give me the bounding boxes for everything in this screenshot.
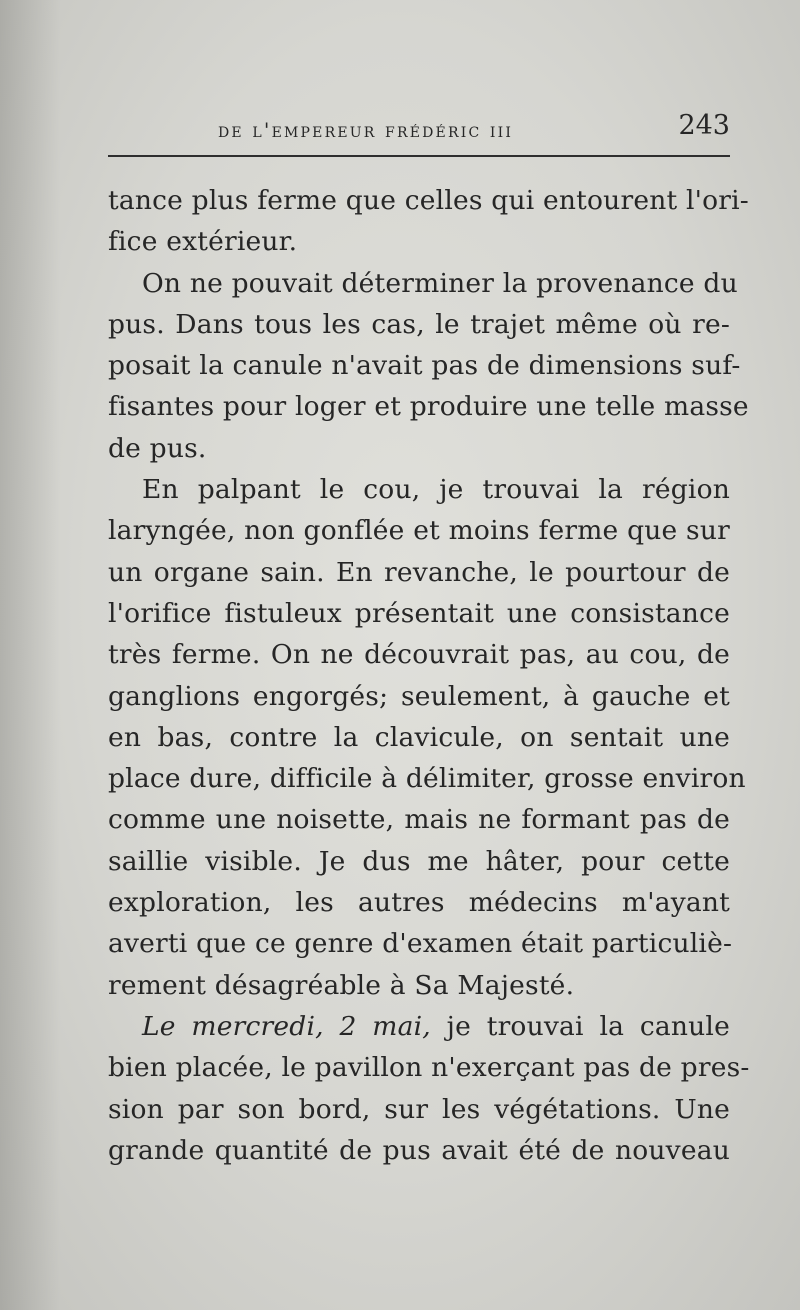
text-line: On ne pouvait déterminer la provenance du [142, 267, 738, 299]
text-line: posait la canule n'avait pas de dimensions suf- [108, 350, 741, 382]
body-text [108, 180, 750, 1171]
text-line: tance plus ferme que celles qui entourent l'ori- [108, 185, 749, 216]
running-head [108, 108, 730, 148]
text-line: fice extérieur. [108, 226, 298, 258]
text-line: fisantes pour loger et produire une telle masse [108, 391, 749, 423]
page-number: 243 [678, 110, 730, 141]
text-line: En palpant le cou, je trouvai la région [142, 474, 730, 506]
text-line: de pus. [108, 432, 207, 464]
italic-date: Le mercredi, 2 mai, [142, 1010, 431, 1042]
text-line: place dure, difficile à délimiter, grosse environ [108, 763, 746, 795]
text-line: l'orifice fistuleux présentait une consistance [108, 597, 730, 629]
page-gutter-shadow [0, 0, 60, 1310]
text-line: bien placée, le pavillon n'exerçant pas de pres- [108, 1052, 750, 1084]
text-line: rement désagréable à Sa Majesté. [108, 969, 575, 1001]
text-line: laryngée, non gonflée et moins ferme que sur [108, 515, 730, 547]
running-title: de l'empereur frédéric iii [218, 118, 514, 142]
text-line: comme une noisette, mais ne formant pas de [108, 804, 730, 836]
text-line: pus. Dans tous les cas, le trajet même où re- [108, 308, 730, 340]
text-line-rest: je trouvai la canule [430, 1010, 730, 1042]
text-line [108, 1006, 730, 1047]
text-line: très ferme. On ne découvrait pas, au cou, de [108, 639, 730, 671]
text-line: averti que ce genre d'examen était particuliè- [108, 928, 733, 960]
text-line: ganglions engorgés; seulement, à gauche et [108, 680, 730, 712]
text-line: en bas, contre la clavicule, on sentait une [108, 721, 730, 753]
text-line: sion par son bord, sur les végétations. Une [108, 1093, 730, 1125]
header-rule [108, 155, 730, 157]
text-line: exploration, les autres médecins m'ayant [108, 887, 730, 919]
text-line: grande quantité de pus avait été de nouveau [108, 1134, 730, 1166]
text-line: saillie visible. Je dus me hâter, pour cette [108, 845, 730, 877]
text-line: un organe sain. En revanche, le pourtour de [108, 556, 730, 588]
